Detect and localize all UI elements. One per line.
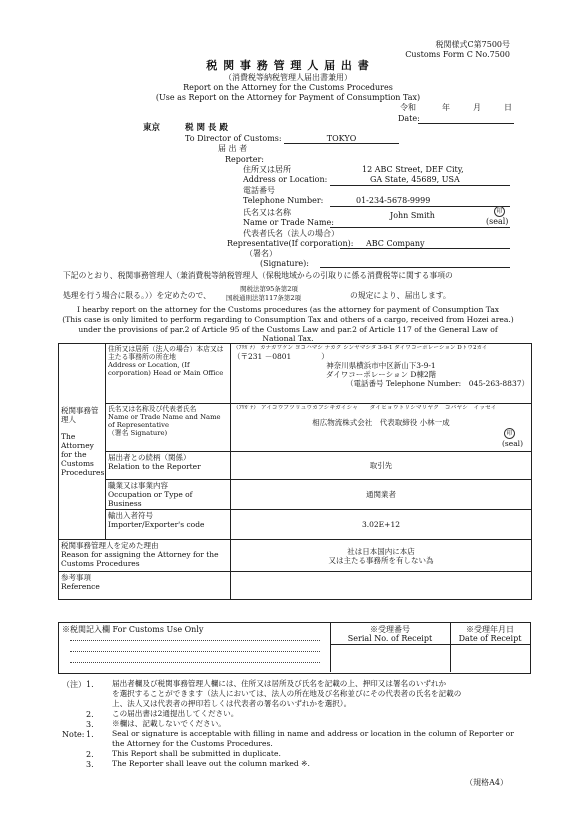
serial-value-field[interactable] [332, 646, 448, 670]
attorney-address-cell[interactable] [231, 344, 532, 404]
attorney-group-cell [59, 344, 106, 540]
paper-size: （規格A4） [465, 778, 508, 787]
occupation-label: 職業又は事業内容 Occupation or Type of Business [106, 480, 231, 510]
attorney-address-2: ダイワコーポレーション D棟2階 [325, 369, 437, 379]
city-ja: 東京 [143, 123, 161, 133]
title-en-2: (Use as Report on the Attorney for Payment of Consumption Tax) [155, 93, 421, 102]
receipt-date-label-en: Date of Receipt [458, 634, 522, 643]
body-en-3: under the provisions of par.2 of Article 95 of the Customs Law and par.2 of Article 117 of the General Law of [78, 325, 498, 334]
notes-ja-3-num: 3. [86, 720, 94, 729]
attorney-name-label: 氏名又は名称及び代表者氏名 Name or Trade Name and Name of Representative （署名 Signature) [106, 404, 231, 452]
tel-underline [330, 206, 510, 207]
rep-label-ja: 代表者氏名（法人の場合） [243, 229, 339, 238]
rep-label-en: Representative(If corporation): [227, 239, 354, 248]
customs-use-line-1[interactable] [70, 640, 320, 641]
customs-use-label: ※税関記入欄 For Customs Use Only [62, 625, 204, 634]
seal-icon: 印 [494, 206, 505, 217]
form-code-en: Customs Form C No.7500 [405, 50, 510, 59]
name-furigana: （ﾌﾘｶﾞﾅ） アイコウブツリュウカブシキガイシャ ダイヒョウトリシマリヤク コバヤシ イッセイ [233, 405, 497, 411]
notes-en-1-num: 1. [86, 730, 94, 739]
title-ja: 税 関 事 務 管 理 人 届 出 書 [206, 59, 370, 72]
attorney-address-1: 神奈川県横浜市中区新山下3-9-1 [326, 360, 436, 370]
relation-label: 届出者との続柄（関係） Relation to the Reporter [106, 452, 231, 480]
name-label-en: Name or Trade Name: [243, 218, 334, 227]
date-era: 令和 [400, 103, 416, 112]
attorney-name: 相広物流株式会社 代表取締役 小林一成 [312, 417, 450, 427]
sign-label-ja: （署名） [245, 249, 277, 258]
attorney-address-label: 住所又は居所（法人の場合）本店又は主たる事務所の所在地 Address or Location, (If corporation) Head or Main Office [106, 344, 231, 404]
body-ja-2b: の規定により、届出します。 [350, 291, 451, 300]
notes-ja-1b: を選択することができます（法人においては、法人の所在地及び名称並びにその代表者の氏名を記載の [112, 689, 462, 698]
body-en-4: National Tax. [262, 334, 314, 343]
serial-label-ja: ※受理番号 [370, 625, 410, 634]
body-ja-law2: 国税通則法第117条第2項 [226, 294, 302, 302]
tel-label-ja: 電話番号 [243, 186, 275, 195]
tel-label-en: Telephone Number: [243, 196, 324, 205]
notes-ja-2-num: 2. [86, 710, 94, 719]
address-label-en: Address or Location: [243, 175, 328, 184]
signature-field[interactable] [320, 259, 510, 268]
notes-ja-2: この届出書は2通提出してください。 [112, 709, 239, 718]
body-ja-1: 下記のとおり、税関事務管理人（兼消費税等納税管理人（保税地域からの引取りに係る消費税等に関する事項の [63, 271, 453, 280]
tel-value[interactable]: 01-234-5678-9999 [356, 196, 431, 205]
customs-name[interactable]: TOKYO [284, 134, 399, 144]
date-day: 日 [504, 103, 512, 112]
rep-underline [340, 248, 510, 249]
body-ja-law1: 関税法第95条第2項 [240, 285, 298, 293]
date-year: 年 [442, 103, 450, 112]
notes-ja-1c: 上、法人又は代表者の押印若しくは代表者の署名のいずれかを選択）。 [112, 699, 352, 708]
attorney-name-cell[interactable] [231, 404, 532, 452]
receipt-date-field[interactable] [452, 646, 528, 670]
address-line1[interactable]: 12 ABC Street, DEF City, [362, 165, 464, 174]
reason-label: 税関事務管理人を定めた理由 Reason for assigning the Attorney for the Customs Procedures [59, 540, 231, 572]
title-en-1: Report on the Attorney for the Customs Procedures [183, 83, 393, 92]
body-en-2: (This case is only limited to perform regarding to Consumption Tax and others of a cargo, received from Hozei area.) [62, 315, 514, 324]
address-furigana: （ﾌﾘｶﾞﾅ） カナガワケン ヨコハマシ ナカク シンヤマシタ 3-9-1 ダイワコーポレーション Dトウ2カイ [233, 345, 488, 351]
date-month: 月 [473, 103, 481, 112]
seal-en: (seal) [486, 217, 509, 226]
date-field[interactable] [418, 114, 514, 124]
notes-ja-1a: 届出者欄及び税関事務管理人欄には、住所又は居所及び氏名を記載の上、押印又は署名のいずれか [112, 679, 447, 688]
notes-en-1a: Seal or signature is acceptable with filling in name and address or location in the column of Reporter or [112, 729, 514, 738]
sign-label-en: (Signature): [260, 259, 309, 268]
attorney-group-ja: 税関事務管理人 [61, 406, 99, 424]
attorney-group-en: The Attorney for the Customs Procedures [61, 432, 105, 477]
header-divider [330, 644, 530, 645]
notes-en-1b: the Attorney for the Customs Procedures. [112, 739, 273, 748]
notes-ja-prefix: （注） [62, 680, 86, 689]
customs-use-line-3[interactable] [70, 662, 320, 663]
reference-value[interactable] [231, 572, 532, 600]
attorney-seal-en: (seal) [501, 439, 523, 448]
reason-value[interactable]: 社は日本国内に本店 又は主たる事務所を有しない為 [231, 540, 532, 572]
attorney-table [58, 343, 532, 600]
notes-ja-1-num: 1. [86, 680, 94, 689]
reporter-heading: 届 出 者 [218, 144, 248, 153]
relation-value[interactable]: 取引先 [231, 452, 532, 480]
serial-label-en: Serial No. of Receipt [347, 634, 433, 643]
importer-code-value[interactable]: 3.02E+12 [231, 510, 532, 540]
occupation-value[interactable]: 通関業者 [231, 480, 532, 510]
form-code-ja: 税関様式C第7500号 [435, 40, 510, 49]
customs-use-line-2[interactable] [70, 651, 320, 652]
body-ja-2a: 処理を行う場合に限る。））を定めたので、 [63, 291, 211, 300]
body-en-1: I hearby report on the attorney for the Customs procedures (as the attorney for payment of Consumption Tax [76, 305, 500, 314]
name-label-ja: 氏名又は名称 [243, 208, 291, 217]
address-label-ja: 住所又は居所 [243, 165, 291, 174]
date-label: Date: [398, 114, 420, 123]
rep-value[interactable]: ABC Company [366, 239, 425, 248]
director-ja: 税 関 長 殿 [185, 123, 228, 133]
address-underline [330, 185, 510, 186]
address-line2[interactable]: GA State, 45689, USA [370, 175, 460, 184]
attorney-seal-icon: 印 [504, 428, 515, 439]
receipt-date-label-ja: ※受理年月日 [466, 625, 514, 634]
name-value[interactable]: John Smith [390, 211, 435, 220]
notes-ja-3: ※欄は、記載しないでください。 [112, 719, 226, 728]
importer-code-label: 輸出入者符号 Importer/Exporter's code [106, 510, 231, 540]
attorney-tel: （電話番号 Telephone Number: 045-263-8837） [345, 378, 529, 388]
postal-code: （〒231 －0801 ） [233, 351, 329, 361]
director-en: To Director of Customs: [185, 134, 282, 143]
reporter-label: Reporter: [225, 155, 264, 164]
notes-en-3-num: 3. [86, 760, 94, 769]
subtitle-ja: （消費税等納税管理人届出書兼用） [224, 73, 352, 82]
name-underline [330, 227, 510, 228]
notes-en-2: This Report shall be submitted in duplicate. [112, 749, 281, 758]
reference-label: 参考事項 Reference [59, 572, 231, 600]
notes-en-prefix: Note: [62, 730, 85, 739]
notes-en-3: The Reporter shall leave out the column marked ※. [112, 759, 310, 768]
notes-en-2-num: 2. [86, 750, 94, 759]
